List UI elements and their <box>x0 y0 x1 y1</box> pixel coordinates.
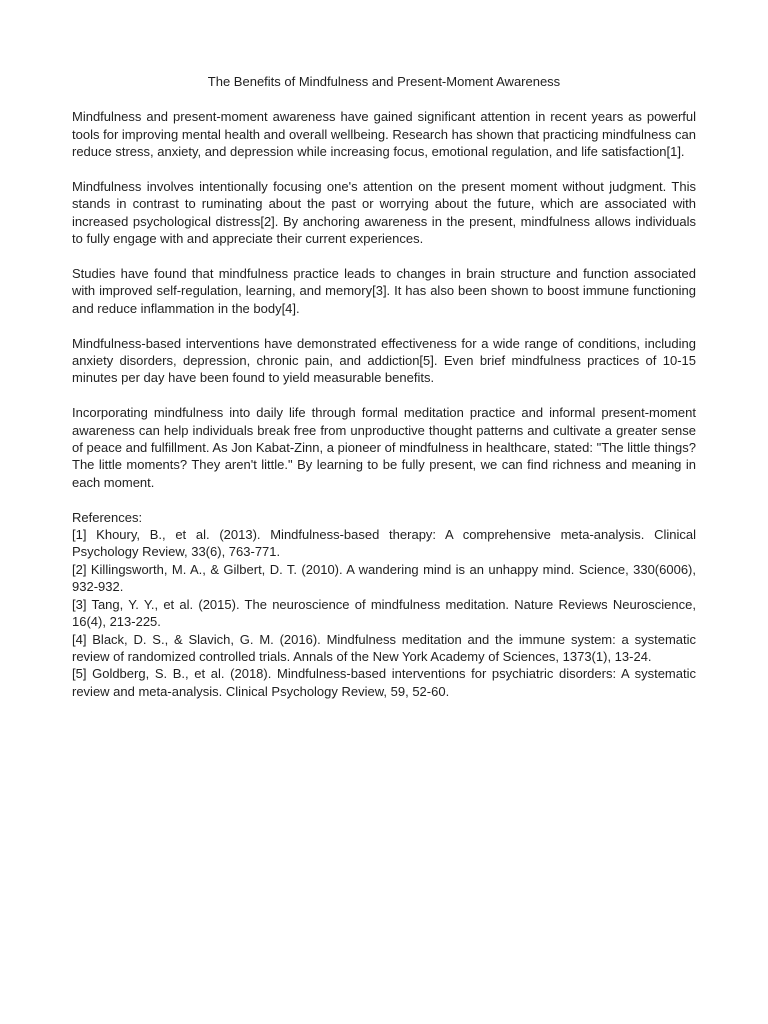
references-section <box>72 509 696 700</box>
references-heading: References: <box>72 509 143 525</box>
reference-item: [1] Khoury, B., et al. (2013). Mindfulness-based therapy: A comprehensive meta-analysis. Clinical Psychology Review, 33(6), 763-771. <box>72 527 696 560</box>
document-title: The Benefits of Mindfulness and Present-Moment Awareness <box>207 74 561 89</box>
reference-item: [3] Tang, Y. Y., et al. (2015). The neuroscience of mindfulness meditation. Nature Reviews Neuroscience, 16(4), 213-225. <box>72 596 696 630</box>
paragraph-daily-life: Incorporating mindfulness into daily life through formal meditation practice and informal present-moment awareness can help individuals break free from unproductive thought patterns and cultivate a greater sense of peace and fulfillment. As Jon Kabat-Zinn, a pioneer of mindfulness in healthcare, stated: "The little things? The little moments? They aren't little." By learning to be fully present, we can find richness and meaning in each moment. <box>72 405 696 490</box>
paragraph-intro: Mindfulness and present-moment awareness have gained significant attention in recent years as powerful tools for improving mental health and overall wellbeing. Research has shown that practicing mindfulness can reduce stress, anxiety, and depression while increasing focus, emotional regulation, and life satisfaction[1]. <box>72 109 696 160</box>
reference-item: [5] Goldberg, S. B., et al. (2018). Mindfulness-based interventions for psychiatric disorders: A systematic review and meta-analysis. Clinical Psychology Review, 59, 52-60. <box>72 666 696 699</box>
reference-item: [4] Black, D. S., & Slavich, G. M. (2016). Mindfulness meditation and the immune system: a systematic review of randomized controlled trials. Annals of the New York Academy of Sciences, 1373(1), 13-24. <box>72 631 696 664</box>
document-page <box>72 73 696 700</box>
paragraph-brain-studies: Studies have found that mindfulness practice leads to changes in brain structure and function associated with improved self-regulation, learning, and memory[3]. It has also been shown to boost immune functioning and reduce inflammation in the body[4]. <box>72 266 696 316</box>
paragraph-interventions: Mindfulness-based interventions have demonstrated effectiveness for a wide range of conditions, including anxiety disorders, depression, chronic pain, and addiction[5]. Even brief mindfulness practices of 10-15 minutes per day have been found to yield measurable benefits. <box>72 335 696 386</box>
paragraph-definition: Mindfulness involves intentionally focusing one's attention on the present moment without judgment. This stands in contrast to ruminating about the past or worrying about the future, which are associated with increased psychological distress[2]. By anchoring awareness in the present, mindfulness allows individuals to fully engage with and appreciate their current experiences. <box>72 179 696 247</box>
reference-item: [2] Killingsworth, M. A., & Gilbert, D. T. (2010). A wandering mind is an unhappy mind. Science, 330(6006), 932-932. <box>72 561 696 595</box>
